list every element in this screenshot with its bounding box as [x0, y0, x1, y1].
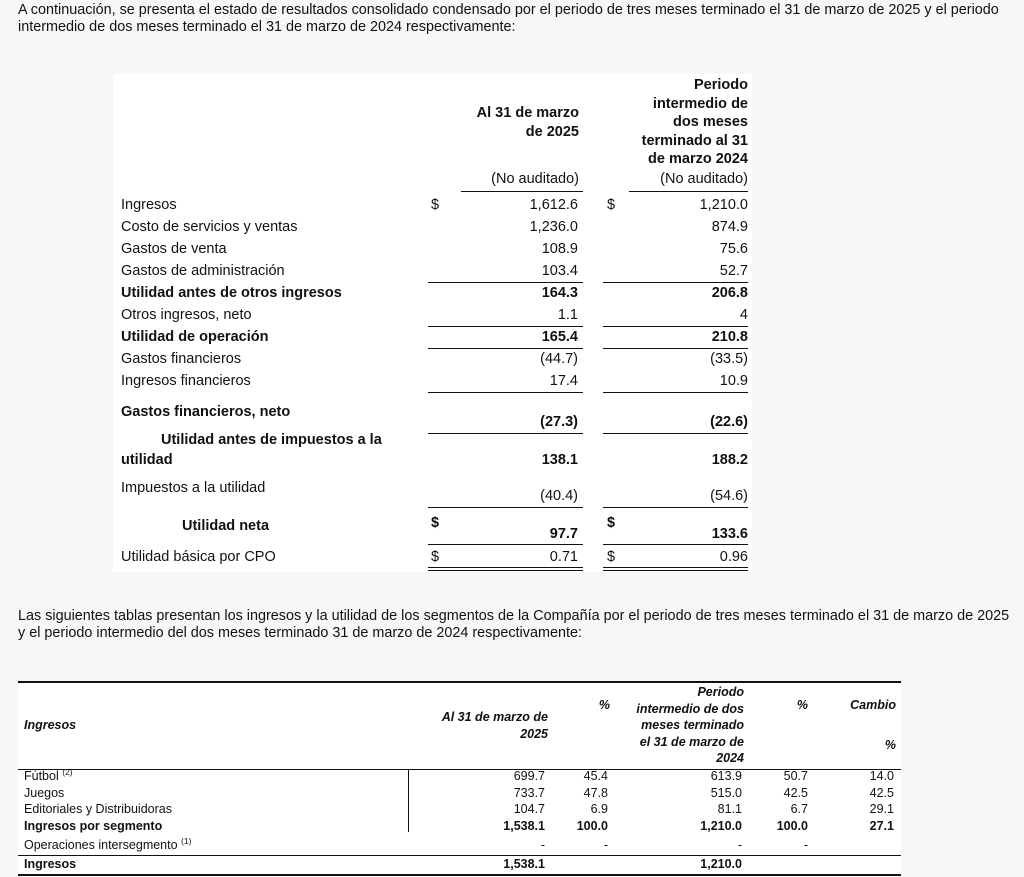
- seg-value-2025: 733.7: [513, 786, 545, 800]
- segment-label-juegos: Juegos: [24, 786, 65, 800]
- row-label-ingresos: Ingresos: [121, 197, 177, 213]
- value-2024: (22.6): [710, 414, 748, 430]
- header-line: Al 31 de marzo de: [441, 710, 548, 724]
- seg-value-2025: 1,538.1: [503, 857, 545, 871]
- segments-header-label: Ingresos: [24, 718, 77, 732]
- segments-header-pct2: %: [796, 698, 808, 712]
- col1-audit-label: (No auditado): [491, 171, 579, 187]
- segments-header-change: Cambio: [850, 698, 896, 712]
- intro-paragraph: A continuación, se presenta el estado de resultados consolidado condensado por el periodo de tres meses terminado el 31 de marzo de 2025 y el periodo intermedio de dos meses terminado el 31 de marzo de 2024 respectivamente:: [18, 2, 999, 35]
- row-label: Ingresos financieros: [121, 373, 251, 389]
- value-2025: 138.1: [541, 452, 578, 468]
- segments-header-2024: [614, 684, 744, 767]
- seg-value-2025: 1,538.1: [503, 819, 545, 833]
- segments-table: [18, 681, 901, 877]
- row-label: Gastos de administración: [121, 263, 285, 279]
- value-2025: 165.4: [541, 329, 578, 345]
- currency-symbol: $: [431, 549, 440, 565]
- seg-value-2025: 699.7: [513, 769, 545, 783]
- value-2024: (33.5): [710, 351, 748, 367]
- seg-pct-2024: -: [803, 838, 808, 852]
- row-label-utilidad-antes-impuestos-1: Utilidad antes de impuestos a la: [161, 432, 382, 448]
- seg-pct-2024: 42.5: [783, 786, 808, 800]
- row-label-utilidad-antes-otros: Utilidad antes de otros ingresos: [121, 285, 342, 301]
- col2-header-line: terminado al 31: [641, 132, 748, 149]
- value-2024: 0.96: [719, 549, 748, 565]
- col1-header-line: de 2025: [525, 123, 579, 140]
- col2-header: [618, 76, 748, 169]
- seg-pct-2025: 6.9: [590, 802, 608, 816]
- seg-change: 42.5: [869, 786, 894, 800]
- footnote-ref: (1): [181, 836, 192, 846]
- segment-label-text: Operaciones intersegmento: [24, 838, 178, 852]
- currency-symbol: $: [607, 549, 616, 565]
- row-label: Otros ingresos, neto: [121, 307, 252, 323]
- seg-value-2024: -: [737, 838, 742, 852]
- value-2025: 17.4: [549, 373, 578, 389]
- seg-change: 27.1: [869, 819, 894, 833]
- segment-label-editoriales: Editoriales y Distribuidoras: [24, 802, 172, 816]
- seg-change: 14.0: [869, 769, 894, 783]
- row-label-utilidad-antes-impuestos-2: utilidad: [121, 452, 173, 468]
- seg-value-2024: 1,210.0: [700, 857, 742, 871]
- value-2024: 210.8: [711, 329, 748, 345]
- value-2024: 188.2: [711, 452, 748, 468]
- seg-pct-2025: 100.0: [576, 819, 608, 833]
- seg-pct-2025: 45.4: [583, 769, 608, 783]
- footnote-ref: (2): [62, 767, 73, 777]
- seg-pct-2024: 6.7: [790, 802, 808, 816]
- col2-header-line: Periodo: [694, 77, 748, 93]
- segment-label-futbol: [24, 769, 73, 783]
- currency-symbol: $: [607, 515, 616, 531]
- col2-audit-label: (No auditado): [660, 171, 748, 187]
- income-statement-table: [113, 74, 752, 572]
- row-label: Costo de servicios y ventas: [121, 219, 298, 235]
- row-label: Gastos financieros: [121, 351, 242, 367]
- value-2025: 108.9: [541, 241, 578, 257]
- seg-pct-2025: -: [603, 838, 608, 852]
- seg-pct-2024: 50.7: [783, 769, 808, 783]
- value-2024: 4: [739, 307, 748, 323]
- segments-header-change-pct: %: [884, 738, 896, 752]
- header-line: meses terminado: [641, 718, 744, 732]
- seg-value-2024: 613.9: [710, 769, 742, 783]
- value-2024: (54.6): [710, 488, 748, 504]
- value-2025: 103.4: [541, 263, 578, 279]
- header-line: 2025: [520, 726, 548, 741]
- currency-symbol: $: [431, 515, 440, 531]
- seg-value-2024: 515.0: [710, 786, 742, 800]
- col1-header-line: Al 31 de marzo: [476, 105, 579, 121]
- value-2025: (40.4): [540, 488, 578, 504]
- value-2025: 97.7: [549, 526, 578, 542]
- segment-label-total: Ingresos por segmento: [24, 819, 163, 833]
- header-line: 2024: [716, 751, 744, 765]
- segment-label-text: Fútbol: [24, 769, 59, 783]
- seg-pct-2025: 47.8: [583, 786, 608, 800]
- value-2025: 1,236.0: [529, 219, 578, 235]
- currency-symbol: $: [607, 197, 616, 213]
- value-2025: 1,612.6: [529, 197, 578, 213]
- row-label-gastos-fin-neto: Gastos financieros, neto: [121, 404, 291, 420]
- row-label-utilidad-cpo: Utilidad básica por CPO: [121, 549, 276, 565]
- header-line: el 31 de marzo de: [639, 734, 744, 749]
- seg-value-2025: -: [540, 838, 545, 852]
- segments-intro-paragraph: Las siguientes tablas presentan los ingresos y la utilidad de los segmentos de la Compañía por el periodo de tres meses terminado el 31 de marzo de 2025 y el periodo intermedio del dos meses terminado 31 de marzo de 2024 respectivamente:: [18, 608, 1010, 641]
- seg-value-2025: 104.7: [513, 802, 545, 816]
- segment-label-ingresos: Ingresos: [24, 857, 77, 871]
- value-2024: 10.9: [719, 373, 748, 389]
- seg-value-2024: 81.1: [717, 802, 742, 816]
- segment-label-intersegmento: [24, 838, 191, 852]
- col2-header-line: intermedio de: [652, 95, 748, 112]
- segments-header-pct1: %: [598, 698, 610, 712]
- segments-header-2025: [408, 709, 548, 742]
- row-label-utilidad-operacion: Utilidad de operación: [121, 329, 269, 345]
- value-2024: 874.9: [711, 219, 748, 235]
- value-2025: 1.1: [557, 307, 578, 323]
- header-line: Periodo: [697, 685, 744, 699]
- seg-change: 29.1: [869, 802, 894, 816]
- seg-value-2024: 1,210.0: [700, 819, 742, 833]
- value-2024: 1,210.0: [699, 197, 748, 213]
- value-2024: 206.8: [711, 285, 748, 301]
- value-2025: 0.71: [549, 549, 578, 565]
- row-label: Impuestos a la utilidad: [121, 480, 266, 496]
- value-2024: 75.6: [719, 241, 748, 257]
- col2-header-line: de marzo 2024: [648, 151, 748, 167]
- seg-pct-2024: 100.0: [776, 819, 808, 833]
- value-2024: 133.6: [711, 526, 748, 542]
- value-2025: 164.3: [541, 285, 578, 301]
- col2-header-line: dos meses: [673, 114, 748, 130]
- value-2025: (27.3): [540, 414, 578, 430]
- currency-symbol: $: [431, 197, 440, 213]
- value-2025: (44.7): [540, 351, 578, 367]
- col1-header: [451, 104, 579, 141]
- row-label: Gastos de venta: [121, 241, 227, 257]
- row-label-utilidad-neta: Utilidad neta: [182, 518, 270, 534]
- header-line: intermedio de dos: [636, 701, 744, 716]
- value-2024: 52.7: [719, 263, 748, 279]
